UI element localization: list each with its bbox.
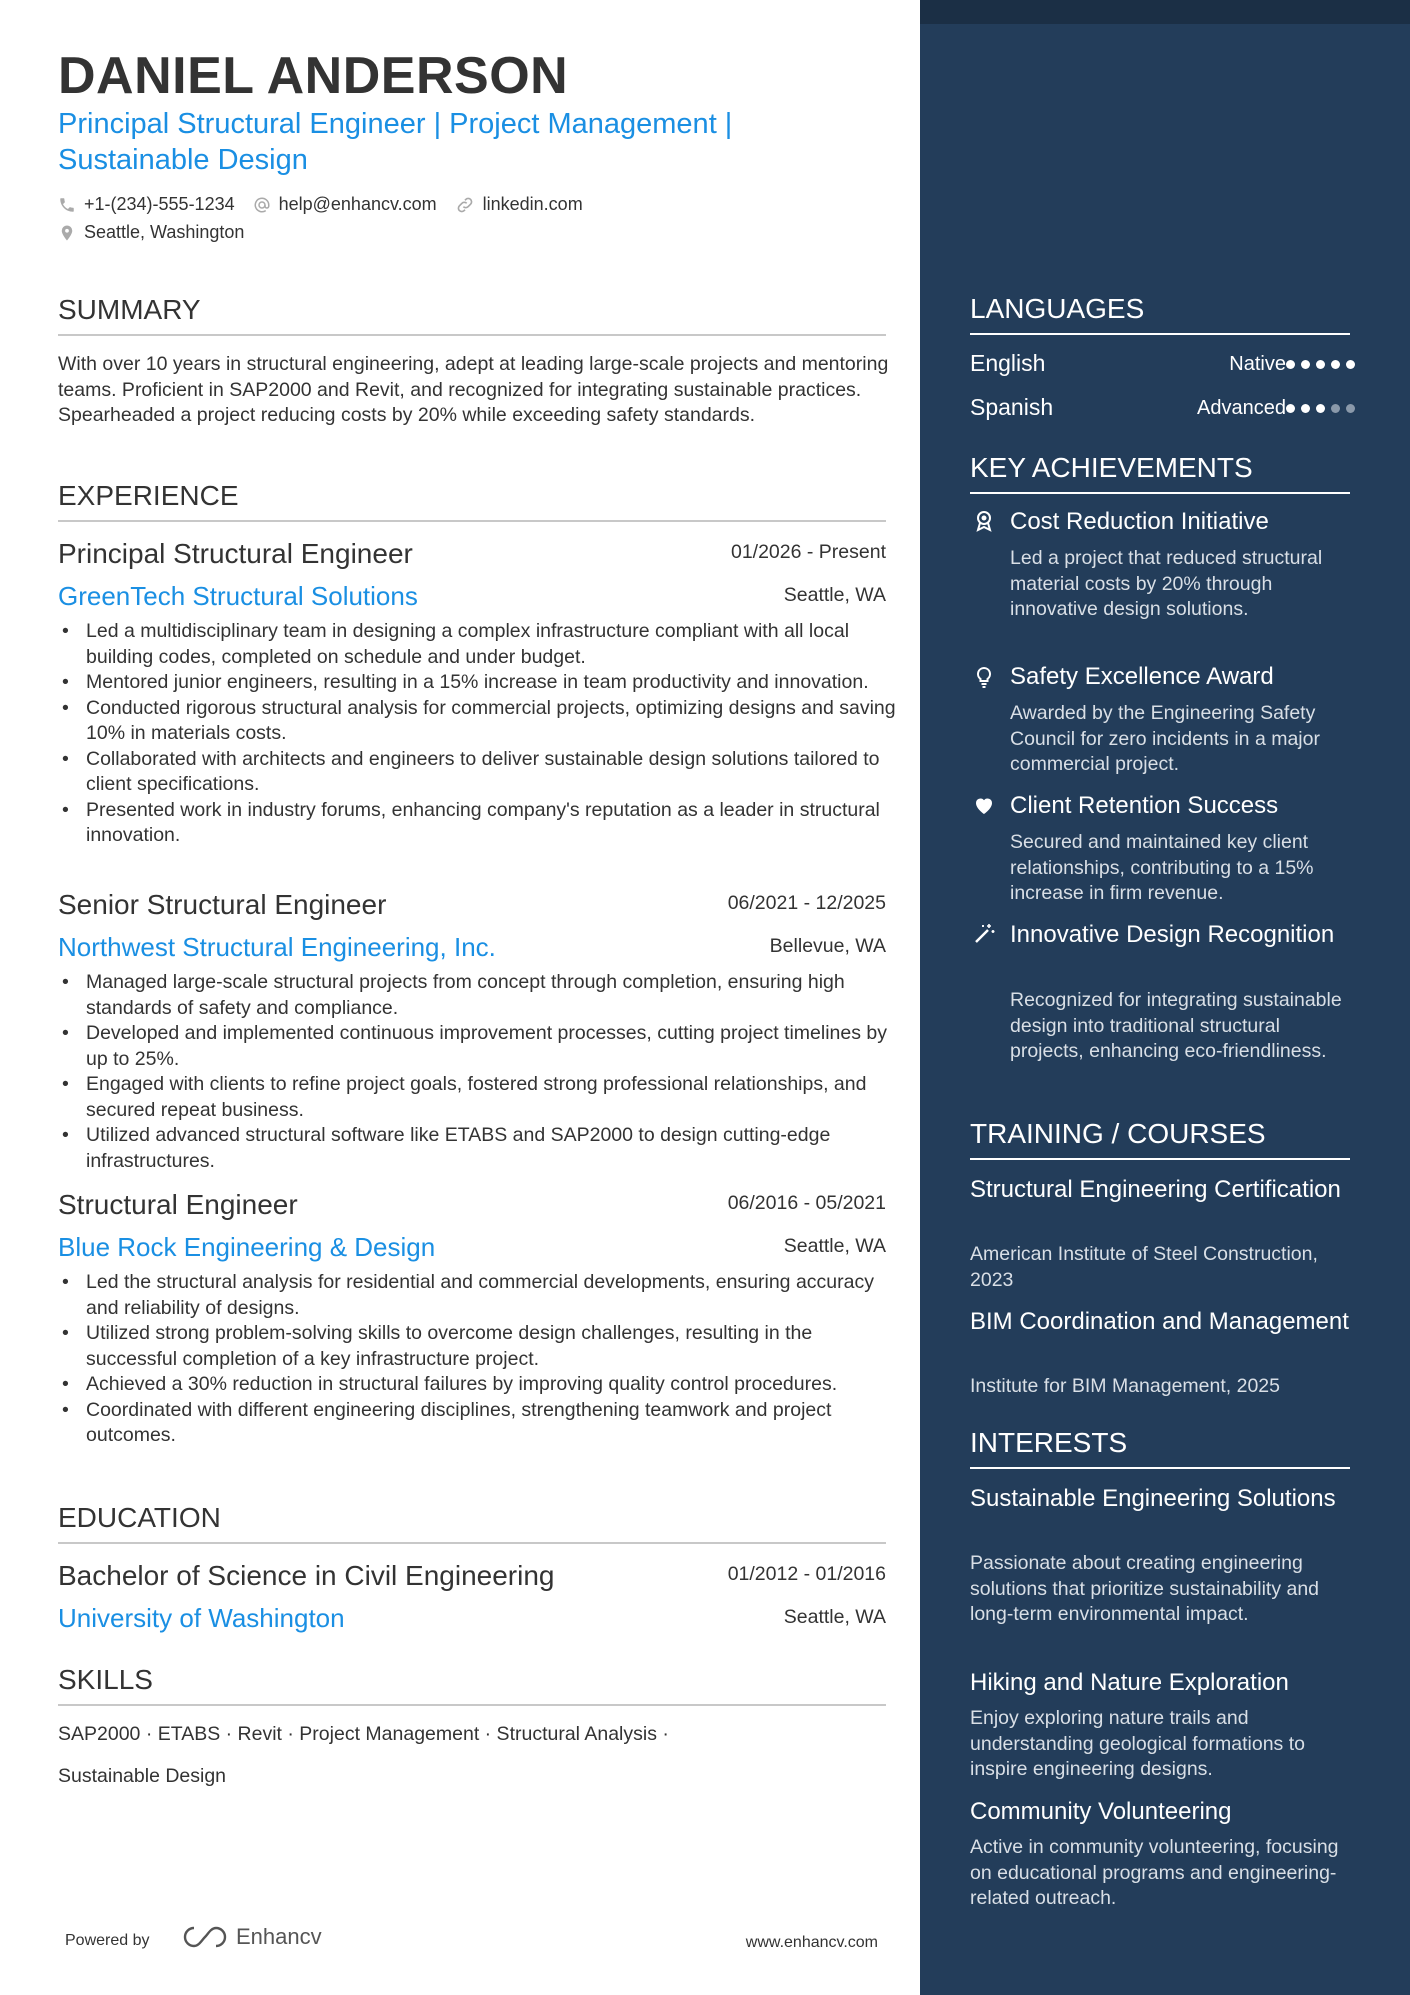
interests-title: INTERESTS xyxy=(970,1427,1350,1469)
bullet-item: • Engaged with clients to refine project goals, fostered strong professional relationships, and secured repeat business. xyxy=(58,1072,898,1123)
magic-wand-icon xyxy=(972,922,996,946)
rating-dot-filled xyxy=(1316,404,1325,413)
location-pin-icon xyxy=(58,224,76,242)
heart-icon xyxy=(972,793,996,817)
job-location: Seattle, WA xyxy=(783,1235,886,1257)
language-level: Native xyxy=(1229,353,1286,375)
bullet-item: • Utilized strong problem-solving skills to overcome design challenges, resulting in the successful completion of a key infrastructure project. xyxy=(58,1321,898,1372)
education-location: Seattle, WA xyxy=(783,1606,886,1628)
location-row xyxy=(58,222,262,243)
location-contact xyxy=(58,222,244,243)
link-icon xyxy=(455,195,475,215)
course-title: Structural Engineering Certification xyxy=(970,1176,1341,1203)
job-bullets xyxy=(58,1270,898,1449)
achievement-title: Innovative Design Recognition xyxy=(1010,921,1335,948)
language-level: Advanced xyxy=(1197,397,1286,419)
bullet-item: • Managed large-scale structural projects from concept through completion, ensuring high standards of safety and compliance. xyxy=(58,970,898,1021)
bullet-item: • Presented work in industry forums, enhancing company's reputation as a leader in structural innovation. xyxy=(58,798,898,849)
award-icon xyxy=(972,509,996,533)
job-company: GreenTech Structural Solutions xyxy=(58,581,418,611)
linkedin-text[interactable]: linkedin.com xyxy=(482,194,583,214)
language-rating xyxy=(1280,404,1355,413)
bullet-item: • Coordinated with different engineering disciplines, strengthening teamwork and project outcomes. xyxy=(58,1398,898,1449)
experience-title: EXPERIENCE xyxy=(58,480,886,522)
interest-title: Hiking and Nature Exploration xyxy=(970,1669,1289,1696)
education-school: University of Washington xyxy=(58,1603,345,1633)
achievement-desc: Secured and maintained key client relationships, contributing to a 15% increase in firm revenue. xyxy=(1010,831,1314,904)
course-desc: Institute for BIM Management, 2025 xyxy=(970,1375,1281,1397)
achievements-title: KEY ACHIEVEMENTS xyxy=(970,452,1350,494)
language-name: English xyxy=(970,350,1046,376)
bullet-item: • Led the structural analysis for residential and commercial developments, ensuring accuracy and reliability of designs. xyxy=(58,1270,898,1321)
course-title: BIM Coordination and Management xyxy=(970,1308,1349,1335)
lightbulb-icon xyxy=(972,665,996,689)
bullet-item: • Developed and implemented continuous improvement processes, cutting project timelines by up to 25%. xyxy=(58,1021,898,1072)
interest-desc: Enjoy exploring nature trails and understanding geological formations to inspire engineering designs. xyxy=(970,1707,1305,1780)
job-company: Northwest Structural Engineering, Inc. xyxy=(58,932,496,962)
education-date: 01/2012 - 01/2016 xyxy=(727,1563,886,1585)
job-bullets xyxy=(58,619,898,849)
language-name: Spanish xyxy=(970,394,1054,420)
rating-dot-filled xyxy=(1346,360,1355,369)
bullet-item: • Utilized advanced structural software like ETABS and SAP2000 to design cutting-edge infrastructures. xyxy=(58,1123,898,1174)
education-degree: Bachelor of Science in Civil Engineering xyxy=(58,1560,555,1591)
job-bullets xyxy=(58,970,898,1174)
training-title: TRAINING / COURSES xyxy=(970,1118,1350,1160)
job-date: 06/2021 - 12/2025 xyxy=(727,892,886,914)
linkedin-contact[interactable] xyxy=(455,194,583,215)
at-icon xyxy=(253,196,271,214)
enhancv-logo[interactable] xyxy=(182,1924,322,1950)
job-date: 06/2016 - 05/2021 xyxy=(727,1192,886,1214)
email-text[interactable]: help@enhancv.com xyxy=(278,194,437,214)
achievement-desc: Awarded by the Engineering Safety Council for zero incidents in a major commercial project. xyxy=(1010,702,1320,775)
phone-contact xyxy=(58,194,235,215)
job-location: Bellevue, WA xyxy=(769,935,886,957)
email-contact[interactable] xyxy=(253,194,437,215)
achievement-title: Safety Excellence Award xyxy=(1010,663,1274,690)
job-date: 01/2026 - Present xyxy=(730,541,886,563)
job-company: Blue Rock Engineering & Design xyxy=(58,1232,436,1262)
job-location: Seattle, WA xyxy=(783,584,886,606)
summary-title: SUMMARY xyxy=(58,294,886,336)
rating-dot-empty xyxy=(1331,404,1340,413)
achievement-title: Client Retention Success xyxy=(1010,792,1279,819)
language-rating xyxy=(1280,360,1355,369)
enhancv-logo-icon xyxy=(182,1924,228,1950)
contact-row xyxy=(58,194,601,215)
interest-desc: Active in community volunteering, focusing on educational programs and engineering-related outreach. xyxy=(970,1836,1339,1909)
footer-url[interactable]: www.enhancv.com xyxy=(745,1934,878,1951)
bullet-item: • Achieved a 30% reduction in structural failures by improving quality control procedures. xyxy=(58,1372,898,1398)
bullet-item: • Collaborated with architects and engineers to deliver sustainable design solutions tailored to client specifications. xyxy=(58,747,898,798)
summary-text: With over 10 years in structural engineering, adept at leading large-scale projects and mentoring teams. Proficient in SAP2000 and Revit, and recognized for integrating sustainable practices. Spearheaded a project reducing costs by 20% while exceeding safety standards. xyxy=(58,353,889,426)
powered-by-label: Powered by xyxy=(65,1932,150,1949)
phone-text: +1-(234)-555-1234 xyxy=(84,194,235,214)
bullet-item: • Mentored junior engineers, resulting in a 15% increase in team productivity and innovation. xyxy=(58,670,898,696)
bullet-item: • Conducted rigorous structural analysis for commercial projects, optimizing designs and saving 10% in materials costs. xyxy=(58,696,898,747)
rating-dot-filled xyxy=(1301,360,1310,369)
sidebar-top-strip xyxy=(920,0,1410,24)
candidate-name: DANIEL ANDERSON xyxy=(58,47,569,105)
education-title: EDUCATION xyxy=(58,1502,886,1544)
achievement-title: Cost Reduction Initiative xyxy=(1010,508,1269,535)
sidebar-column xyxy=(920,0,1410,1995)
interest-desc: Passionate about creating engineering solutions that prioritize sustainability and long-term environmental impact. xyxy=(970,1552,1320,1625)
skills-title: SKILLS xyxy=(58,1664,886,1706)
skills-list: SAP2000 · ETABS · Revit · Project Management · Structural Analysis · xyxy=(58,1723,669,1745)
languages-title: LANGUAGES xyxy=(970,293,1350,335)
interest-title: Sustainable Engineering Solutions xyxy=(970,1485,1336,1512)
job-title: Principal Structural Engineer xyxy=(58,538,413,569)
course-desc: American Institute of Steel Construction, 2023 xyxy=(970,1243,1318,1291)
job-title: Senior Structural Engineer xyxy=(58,889,387,920)
rating-dot-filled xyxy=(1331,360,1340,369)
skills-list-continued: Sustainable Design xyxy=(58,1765,227,1787)
interest-title: Community Volunteering xyxy=(970,1798,1232,1825)
bullet-item: • Led a multidisciplinary team in designing a complex infrastructure compliant with all local building codes, completed on schedule and under budget. xyxy=(58,619,898,670)
achievement-desc: Recognized for integrating sustainable design into traditional structural projects, enhancing eco-friendliness. xyxy=(1010,989,1342,1062)
phone-icon xyxy=(58,196,76,214)
enhancv-brand: Enhancv xyxy=(236,1924,322,1949)
rating-dot-filled xyxy=(1301,404,1310,413)
rating-dot-filled xyxy=(1316,360,1325,369)
achievement-desc: Led a project that reduced structural material costs by 20% through innovative design solutions. xyxy=(1010,547,1323,620)
headline: Principal Structural Engineer | Project Management | Sustainable Design xyxy=(58,108,733,176)
rating-dot-empty xyxy=(1346,404,1355,413)
rating-dot-filled xyxy=(1286,360,1295,369)
location-text: Seattle, Washington xyxy=(84,222,245,242)
job-title: Structural Engineer xyxy=(58,1189,298,1220)
rating-dot-filled xyxy=(1286,404,1295,413)
